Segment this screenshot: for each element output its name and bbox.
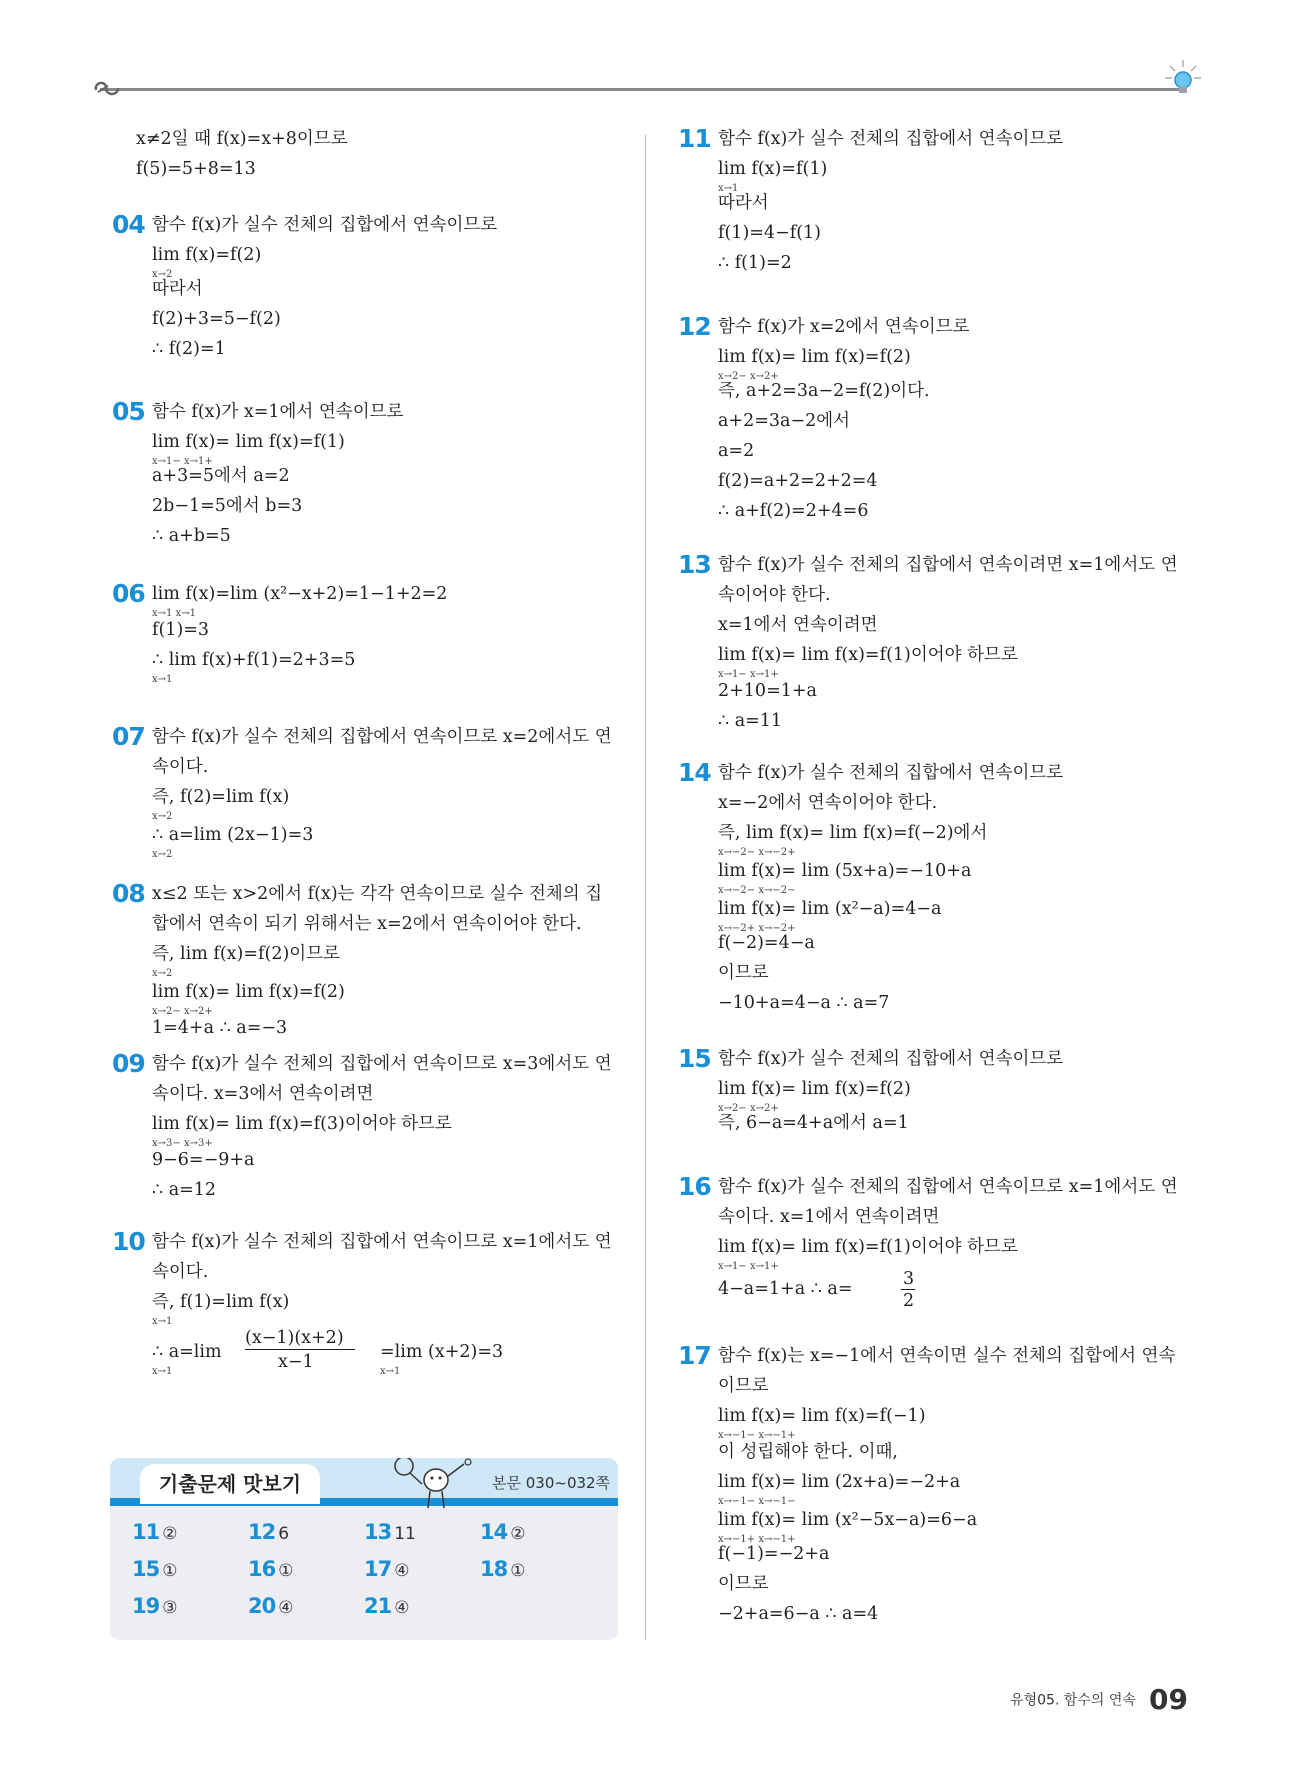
solution-line: 함수 f(x)가 실수 전체의 집합에서 연속이므로 x=2에서도 연 xyxy=(152,727,612,747)
answer-value: ② xyxy=(162,1524,178,1544)
solution-line: lim f(x)= lim f(x)=f(1) xyxy=(152,432,345,452)
solution-line: lim f(x)= lim f(x)=f(−1) xyxy=(718,1406,926,1426)
limit-subscript: x→1− x→1+ xyxy=(152,456,213,467)
solution-line: 이므로 xyxy=(718,1574,769,1594)
limit-subscript: x→1 xyxy=(718,183,739,194)
limit-subscript: x→1 x→1 xyxy=(152,608,196,619)
solution-line: ∴ f(2)=1 xyxy=(152,339,226,359)
answer-value: 11 xyxy=(394,1524,416,1544)
solution-line: 함수 f(x)가 실수 전체의 집합에서 연속이므로 xyxy=(152,215,498,235)
limit-subscript: x→1 xyxy=(380,1366,401,1377)
answer-number: 19 xyxy=(132,1594,160,1618)
answer-item xyxy=(480,1557,525,1581)
answer-item xyxy=(364,1520,416,1544)
problem-number: 04 xyxy=(112,210,145,239)
problem-number: 13 xyxy=(678,550,711,579)
solution-line: ∴ a=lim (2x−1)=3 xyxy=(152,825,314,845)
solution-line: x−1 xyxy=(278,1352,314,1372)
solution-line: 3 xyxy=(903,1269,915,1289)
problem-number: 08 xyxy=(112,879,145,908)
solution-line: ∴ a=11 xyxy=(718,711,783,731)
answer-number: 21 xyxy=(364,1594,392,1618)
solution-line: lim f(x)= lim (5x+a)=−10+a xyxy=(718,861,972,881)
answer-item xyxy=(132,1594,177,1618)
answer-item xyxy=(132,1557,177,1581)
solution-line: lim f(x)= lim f(x)=f(2) xyxy=(718,347,911,367)
answer-value: ④ xyxy=(394,1598,410,1618)
answer-box xyxy=(110,1458,618,1640)
limit-subscript: x→2− x→2+ xyxy=(152,1006,213,1017)
solution-line: f(2)=a+2=2+2=4 xyxy=(718,471,878,491)
solution-line: 함수 f(x)가 실수 전체의 집합에서 연속이려면 x=1에서도 연 xyxy=(718,555,1178,575)
mascot-icon xyxy=(392,1458,476,1514)
problem-number: 15 xyxy=(678,1044,711,1073)
solution-line: x≠2일 때 f(x)=x+8이므로 xyxy=(136,129,348,149)
answer-box-title: 기출문제 맛보기 xyxy=(140,1464,320,1504)
problem-number: 10 xyxy=(112,1227,145,1256)
solution-line: 합에서 연속이 되기 위해서는 x=2에서 연속이어야 한다. xyxy=(152,914,582,934)
fraction-bar xyxy=(245,1349,355,1350)
solution-line: x≤2 또는 x>2에서 f(x)는 각각 연속이므로 실수 전체의 집 xyxy=(152,884,603,904)
solution-line: 속이다. x=3에서 연속이려면 xyxy=(152,1084,374,1104)
answer-value: ① xyxy=(278,1561,294,1581)
answer-number: 12 xyxy=(248,1520,276,1544)
solution-line: x=1에서 연속이려면 xyxy=(718,615,878,635)
answer-number: 13 xyxy=(364,1520,392,1544)
solution-line: −2+a=6−a ∴ a=4 xyxy=(718,1604,879,1624)
limit-subscript: x→2− x→2+ xyxy=(718,371,779,382)
page-footer xyxy=(1010,1683,1188,1716)
limit-subscript: x→2 xyxy=(152,968,173,979)
answer-item xyxy=(248,1520,289,1544)
limit-subscript: x→1 xyxy=(152,674,173,685)
column-divider xyxy=(645,135,646,1640)
solution-line: a=2 xyxy=(718,441,755,461)
limit-subscript: x→2 xyxy=(152,269,173,280)
solution-line: (x−1)(x+2) xyxy=(245,1328,344,1348)
problem-number: 09 xyxy=(112,1049,145,1078)
answer-value: ③ xyxy=(162,1598,178,1618)
solution-line: x=−2에서 연속이어야 한다. xyxy=(718,793,938,813)
solution-line: 즉, f(1)=lim f(x) xyxy=(152,1292,290,1312)
answer-item xyxy=(480,1520,525,1544)
solution-line: 4−a=1+a ∴ a= xyxy=(718,1279,853,1299)
solution-line: a+3=5에서 a=2 xyxy=(152,466,290,486)
problem-number: 12 xyxy=(678,312,711,341)
solution-line: f(−1)=−2+a xyxy=(718,1544,830,1564)
solution-line: 즉, f(2)=lim f(x) xyxy=(152,787,290,807)
solution-line: −10+a=4−a ∴ a=7 xyxy=(718,993,890,1013)
solution-line: 즉, lim f(x)=f(2)이므로 xyxy=(152,944,341,964)
solution-line: 함수 f(x)가 실수 전체의 집합에서 연속이므로 xyxy=(718,763,1064,783)
solution-line: 함수 f(x)가 실수 전체의 집합에서 연속이므로 xyxy=(718,129,1064,149)
solution-line: ∴ a=12 xyxy=(152,1180,217,1200)
problem-number: 06 xyxy=(112,579,145,608)
problem-number: 17 xyxy=(678,1341,711,1370)
answer-item xyxy=(248,1594,293,1618)
solution-line: a+2=3a−2에서 xyxy=(718,411,851,431)
problem-number: 16 xyxy=(678,1172,711,1201)
solution-line: lim f(x)=f(1) xyxy=(718,159,828,179)
answer-number: 11 xyxy=(132,1520,160,1544)
solution-line: 함수 f(x)가 실수 전체의 집합에서 연속이므로 x=1에서도 연 xyxy=(718,1177,1178,1197)
solution-line: 속이다. xyxy=(152,1262,209,1282)
fraction-bar xyxy=(901,1289,915,1290)
solution-line: 2+10=1+a xyxy=(718,681,817,701)
solution-line: 따라서 xyxy=(152,279,203,299)
limit-subscript: x→1 xyxy=(152,1316,173,1327)
solution-line: lim f(x)= lim (x²−5x−a)=6−a xyxy=(718,1510,978,1530)
answer-value: 6 xyxy=(278,1524,290,1544)
solution-line: lim f(x)=lim (x²−x+2)=1−1+2=2 xyxy=(152,584,448,604)
solution-line: ∴ a+b=5 xyxy=(152,526,231,546)
solution-line: 함수 f(x)는 x=−1에서 연속이면 실수 전체의 집합에서 연속 xyxy=(718,1346,1176,1366)
limit-subscript: x→1 xyxy=(152,1366,173,1377)
solution-line: 2b−1=5에서 b=3 xyxy=(152,496,303,516)
solution-line: 따라서 xyxy=(718,193,769,213)
solution-line: lim f(x)= lim f(x)=f(2) xyxy=(152,982,345,1002)
limit-subscript: x→3− x→3+ xyxy=(152,1138,213,1149)
answer-number: 17 xyxy=(364,1557,392,1581)
clip-icon xyxy=(92,78,122,100)
solution-line: 함수 f(x)가 x=2에서 연속이므로 xyxy=(718,317,970,337)
answer-box-page-ref: 본문 030~032쪽 xyxy=(492,1474,611,1492)
lightbulb-icon xyxy=(1162,56,1204,102)
answer-number: 15 xyxy=(132,1557,160,1581)
answer-value: ① xyxy=(510,1561,526,1581)
solution-line: 이 성립해야 한다. 이때, xyxy=(718,1442,898,1462)
solution-line: f(5)=5+8=13 xyxy=(136,159,256,179)
footer-label: 유형05. 함수의 연속 xyxy=(1010,1692,1136,1709)
limit-subscript: x→−1− x→−1+ xyxy=(718,1430,796,1441)
limit-subscript: x→1− x→1+ xyxy=(718,1261,779,1272)
solution-line: 함수 f(x)가 실수 전체의 집합에서 연속이므로 x=1에서도 연 xyxy=(152,1232,612,1252)
solution-line: 속이다. xyxy=(152,757,209,777)
limit-subscript: x→2 xyxy=(152,811,173,822)
solution-line: 2 xyxy=(903,1291,915,1311)
problem-number: 07 xyxy=(112,722,145,751)
solution-line: 이므로 xyxy=(718,1376,769,1396)
answer-number: 14 xyxy=(480,1520,508,1544)
problem-number: 05 xyxy=(112,397,145,426)
limit-subscript: x→2 xyxy=(152,849,173,860)
solution-line: lim f(x)= lim f(x)=f(1)이어야 하므로 xyxy=(718,1237,1018,1257)
answer-item xyxy=(364,1557,409,1581)
problem-number: 11 xyxy=(678,124,711,153)
answer-value: ④ xyxy=(278,1598,294,1618)
solution-line: ∴ a+f(2)=2+4=6 xyxy=(718,501,869,521)
solution-line: lim f(x)= lim (2x+a)=−2+a xyxy=(718,1472,961,1492)
solution-line: =lim (x+2)=3 xyxy=(380,1342,504,1362)
limit-subscript: x→1− x→1+ xyxy=(718,669,779,680)
solution-line: 속이어야 한다. xyxy=(718,585,831,605)
header-rule xyxy=(100,88,1182,91)
solution-line: lim f(x)= lim (x²−a)=4−a xyxy=(718,899,942,919)
solution-line: 이므로 xyxy=(718,963,769,983)
solution-line: 즉, a+2=3a−2=f(2)이다. xyxy=(718,381,930,401)
limit-subscript: x→−2− x→−2+ xyxy=(718,847,796,858)
solution-line: lim f(x)= lim f(x)=f(1)이어야 하므로 xyxy=(718,645,1018,665)
solution-line: 함수 f(x)가 실수 전체의 집합에서 연속이므로 x=3에서도 연 xyxy=(152,1054,612,1074)
limit-subscript: x→−2+ x→−2+ xyxy=(718,923,796,934)
answer-value: ② xyxy=(510,1524,526,1544)
limit-subscript: x→−2− x→−2− xyxy=(718,885,796,896)
solution-line: f(1)=4−f(1) xyxy=(718,223,821,243)
solution-line: 속이다. x=1에서 연속이려면 xyxy=(718,1207,940,1227)
solution-line: f(2)+3=5−f(2) xyxy=(152,309,281,329)
solution-line: 9−6=−9+a xyxy=(152,1150,255,1170)
solution-line: 함수 f(x)가 x=1에서 연속이므로 xyxy=(152,402,404,422)
answer-number: 18 xyxy=(480,1557,508,1581)
solution-line: lim f(x)=f(2) xyxy=(152,245,262,265)
solution-line: 즉, 6−a=4+a에서 a=1 xyxy=(718,1113,909,1133)
answer-value: ④ xyxy=(394,1561,410,1581)
answer-item xyxy=(132,1520,177,1544)
solution-line: f(1)=3 xyxy=(152,620,210,640)
solution-line: ∴ f(1)=2 xyxy=(718,253,792,273)
answer-value: ① xyxy=(162,1561,178,1581)
answer-number: 20 xyxy=(248,1594,276,1618)
solution-line: 함수 f(x)가 실수 전체의 집합에서 연속이므로 xyxy=(718,1049,1064,1069)
solution-line: lim f(x)= lim f(x)=f(2) xyxy=(718,1079,911,1099)
answer-item xyxy=(248,1557,293,1581)
solution-line: ∴ lim f(x)+f(1)=2+3=5 xyxy=(152,650,356,670)
solution-line: ∴ a=lim xyxy=(152,1342,222,1362)
problem-number: 14 xyxy=(678,758,711,787)
solution-line: 즉, lim f(x)= lim f(x)=f(−2)에서 xyxy=(718,823,988,843)
answer-number: 16 xyxy=(248,1557,276,1581)
solution-line: f(−2)=4−a xyxy=(718,933,815,953)
limit-subscript: x→−1+ x→−1+ xyxy=(718,1534,796,1545)
page-number: 09 xyxy=(1149,1683,1188,1716)
limit-subscript: x→−1− x→−1− xyxy=(718,1496,796,1507)
limit-subscript: x→2− x→2+ xyxy=(718,1103,779,1114)
solution-line: 1=4+a ∴ a=−3 xyxy=(152,1018,288,1038)
answer-item xyxy=(364,1594,409,1618)
solution-line: lim f(x)= lim f(x)=f(3)이어야 하므로 xyxy=(152,1114,452,1134)
